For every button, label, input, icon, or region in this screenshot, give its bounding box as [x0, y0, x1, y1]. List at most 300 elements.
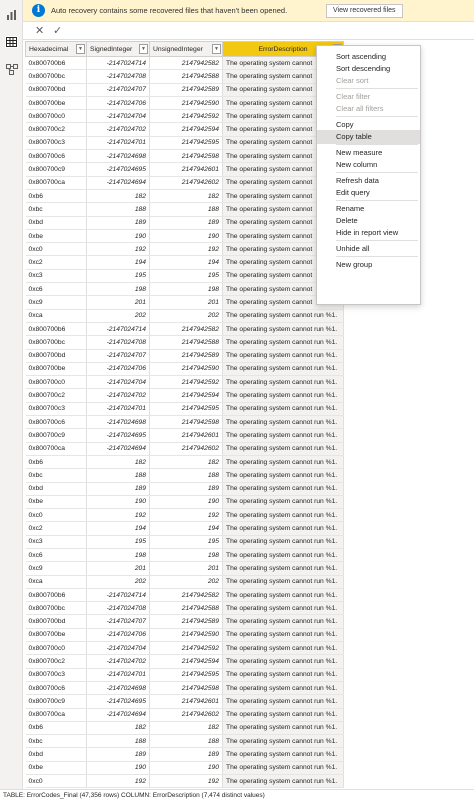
cell-hexadecimal[interactable]: 0x800700c6: [26, 150, 87, 163]
cell-signedinteger[interactable]: -2147024701: [87, 402, 150, 415]
cell-errordescription[interactable]: The operating system cannot run %1.: [223, 322, 344, 335]
cell-signedinteger[interactable]: 182: [87, 189, 150, 202]
model-view-icon[interactable]: [5, 63, 18, 75]
menu-item-refresh-data[interactable]: Refresh data: [336, 176, 379, 185]
cell-unsignedinteger[interactable]: 189: [150, 482, 223, 495]
cell-unsignedinteger[interactable]: 2147942594: [150, 389, 223, 402]
cell-signedinteger[interactable]: -2147024714: [87, 57, 150, 70]
table-row: [26, 708, 344, 721]
cell-signedinteger[interactable]: 190: [87, 229, 150, 242]
cell-hexadecimal[interactable]: 0x800700bd: [26, 83, 87, 96]
table-row: [26, 761, 344, 774]
commit-icon[interactable]: ✓: [53, 25, 63, 37]
table-row: [26, 455, 344, 468]
cell-unsignedinteger[interactable]: 2147942602: [150, 708, 223, 721]
cell-errordescription[interactable]: The operating system cannot run %1.: [223, 642, 344, 655]
cell-hexadecimal[interactable]: 0x800700b6: [26, 57, 87, 70]
cell-errordescription[interactable]: The operating system cannot run %1.: [223, 402, 344, 415]
cell-hexadecimal[interactable]: 0x800700be: [26, 96, 87, 109]
cell-hexadecimal[interactable]: 0xbd: [26, 482, 87, 495]
cell-unsignedinteger[interactable]: 2147942590: [150, 96, 223, 109]
menu-separator: [336, 200, 418, 201]
cell-unsignedinteger[interactable]: 2147942592: [150, 110, 223, 123]
cell-unsignedinteger[interactable]: 195: [150, 269, 223, 282]
cell-unsignedinteger[interactable]: 2147942588: [150, 70, 223, 83]
cell-unsignedinteger[interactable]: 2147942589: [150, 615, 223, 628]
table-row: [26, 695, 344, 708]
data-view-icon[interactable]: [5, 36, 18, 48]
menu-item-rename[interactable]: Rename: [336, 204, 365, 213]
cell-errordescription[interactable]: The operating system cannot run %1.: [223, 309, 344, 322]
menu-item-copy-table[interactable]: Copy table: [317, 130, 420, 144]
cell-hexadecimal[interactable]: 0x800700be: [26, 362, 87, 375]
cell-signedinteger[interactable]: -2147024714: [87, 322, 150, 335]
table-row: [26, 203, 344, 216]
cell-hexadecimal[interactable]: 0xca: [26, 575, 87, 588]
cell-errordescription[interactable]: The operating system cannot run %1.: [223, 748, 344, 761]
cell-hexadecimal[interactable]: 0xc0: [26, 775, 87, 788]
cell-unsignedinteger[interactable]: 182: [150, 189, 223, 202]
cell-hexadecimal[interactable]: 0xbe: [26, 495, 87, 508]
table-row: [26, 96, 344, 109]
table-row: [26, 123, 344, 136]
cell-hexadecimal[interactable]: 0x800700bc: [26, 602, 87, 615]
cell-hexadecimal[interactable]: 0x800700ca: [26, 442, 87, 455]
cell-signedinteger[interactable]: -2147024714: [87, 588, 150, 601]
cell-hexadecimal[interactable]: 0x800700c9: [26, 429, 87, 442]
table-row: [26, 70, 344, 83]
table-row: [26, 628, 344, 641]
table-row: [26, 402, 344, 415]
cell-errordescription[interactable]: The operating system cannot: [223, 216, 344, 229]
cell-unsignedinteger[interactable]: 190: [150, 229, 223, 242]
cell-signedinteger[interactable]: 190: [87, 495, 150, 508]
menu-item-new-group[interactable]: New group: [336, 260, 373, 269]
cell-errordescription[interactable]: The operating system cannot: [223, 243, 344, 256]
table-row: [26, 296, 344, 309]
cell-hexadecimal[interactable]: 0x800700bc: [26, 70, 87, 83]
cell-hexadecimal[interactable]: 0x800700bd: [26, 615, 87, 628]
table-row: [26, 336, 344, 349]
cell-hexadecimal[interactable]: 0xc6: [26, 283, 87, 296]
table-row: [26, 83, 344, 96]
cell-signedinteger[interactable]: -2147024698: [87, 150, 150, 163]
cell-hexadecimal[interactable]: 0x800700c3: [26, 136, 87, 149]
cell-hexadecimal[interactable]: 0x800700be: [26, 628, 87, 641]
menu-item-new-column[interactable]: New column: [336, 160, 378, 169]
cell-hexadecimal[interactable]: 0xc9: [26, 562, 87, 575]
cell-signedinteger[interactable]: 192: [87, 509, 150, 522]
cell-signedinteger[interactable]: 182: [87, 455, 150, 468]
cell-hexadecimal[interactable]: 0xc0: [26, 509, 87, 522]
cell-signedinteger[interactable]: 188: [87, 735, 150, 748]
cell-unsignedinteger[interactable]: 190: [150, 495, 223, 508]
cell-unsignedinteger[interactable]: 182: [150, 721, 223, 734]
menu-item-sort-ascending[interactable]: Sort ascending: [336, 52, 387, 61]
cell-unsignedinteger[interactable]: 195: [150, 535, 223, 548]
cell-signedinteger[interactable]: -2147024701: [87, 136, 150, 149]
cell-unsignedinteger[interactable]: 2147942582: [150, 322, 223, 335]
cell-hexadecimal[interactable]: 0x800700c6: [26, 416, 87, 429]
cell-errordescription[interactable]: The operating system cannot: [223, 83, 344, 96]
table-row: [26, 469, 344, 482]
cell-hexadecimal[interactable]: 0x800700c9: [26, 695, 87, 708]
table-row: [26, 229, 344, 242]
cell-errordescription[interactable]: The operating system cannot run %1.: [223, 548, 344, 561]
menu-separator: [336, 116, 418, 117]
cell-hexadecimal[interactable]: 0x800700bc: [26, 336, 87, 349]
cell-unsignedinteger[interactable]: 194: [150, 522, 223, 535]
cell-errordescription[interactable]: The operating system cannot run %1.: [223, 562, 344, 575]
column-header-label: ErrorDescription: [258, 45, 308, 53]
cell-errordescription[interactable]: The operating system cannot run %1.: [223, 522, 344, 535]
cell-unsignedinteger[interactable]: 2147942594: [150, 123, 223, 136]
cell-errordescription[interactable]: The operating system cannot run %1.: [223, 588, 344, 601]
cell-unsignedinteger[interactable]: 188: [150, 203, 223, 216]
cell-errordescription[interactable]: The operating system cannot: [223, 189, 344, 202]
cell-hexadecimal[interactable]: 0xca: [26, 309, 87, 322]
cell-hexadecimal[interactable]: 0xc9: [26, 296, 87, 309]
cell-signedinteger[interactable]: 188: [87, 203, 150, 216]
cell-unsignedinteger[interactable]: 2147942598: [150, 416, 223, 429]
cell-errordescription[interactable]: The operating system cannot: [223, 150, 344, 163]
cell-unsignedinteger[interactable]: 2147942594: [150, 655, 223, 668]
cell-hexadecimal[interactable]: 0x800700c2: [26, 655, 87, 668]
cell-errordescription[interactable]: The operating system cannot: [223, 203, 344, 216]
cell-hexadecimal[interactable]: 0xbd: [26, 216, 87, 229]
left-nav-rail: [0, 0, 23, 801]
cell-errordescription[interactable]: The operating system cannot: [223, 57, 344, 70]
cell-signedinteger[interactable]: 182: [87, 721, 150, 734]
chevron-down-icon[interactable]: ▼: [76, 44, 85, 54]
cell-unsignedinteger[interactable]: 192: [150, 509, 223, 522]
menu-item-clear-all-filters: Clear all filters: [336, 104, 384, 113]
cell-signedinteger[interactable]: 202: [87, 575, 150, 588]
cell-errordescription[interactable]: The operating system cannot run %1.: [223, 761, 344, 774]
table-row: [26, 748, 344, 761]
cell-errordescription[interactable]: The operating system cannot run %1.: [223, 628, 344, 641]
cell-unsignedinteger[interactable]: 188: [150, 735, 223, 748]
cell-hexadecimal[interactable]: 0xbc: [26, 203, 87, 216]
table-row: [26, 376, 344, 389]
table-row: [26, 429, 344, 442]
cell-unsignedinteger[interactable]: 192: [150, 775, 223, 788]
cell-signedinteger[interactable]: 192: [87, 243, 150, 256]
cell-hexadecimal[interactable]: 0xb6: [26, 455, 87, 468]
cell-unsignedinteger[interactable]: 202: [150, 575, 223, 588]
menu-separator: [336, 172, 418, 173]
cell-errordescription[interactable]: The operating system cannot run %1.: [223, 442, 344, 455]
cell-unsignedinteger[interactable]: 202: [150, 309, 223, 322]
cell-hexadecimal[interactable]: 0xc2: [26, 522, 87, 535]
cell-errordescription[interactable]: The operating system cannot run %1.: [223, 482, 344, 495]
table-row: [26, 110, 344, 123]
cell-errordescription[interactable]: The operating system cannot run %1.: [223, 615, 344, 628]
cell-signedinteger[interactable]: -2147024695: [87, 695, 150, 708]
cell-errordescription[interactable]: The operating system cannot: [223, 269, 344, 282]
menu-item-copy[interactable]: Copy: [336, 120, 354, 129]
cell-errordescription[interactable]: The operating system cannot run %1.: [223, 336, 344, 349]
cell-signedinteger[interactable]: 198: [87, 283, 150, 296]
cell-signedinteger[interactable]: 189: [87, 748, 150, 761]
table-row: [26, 655, 344, 668]
cell-unsignedinteger[interactable]: 2147942595: [150, 668, 223, 681]
cell-signedinteger[interactable]: 195: [87, 269, 150, 282]
cell-signedinteger[interactable]: -2147024702: [87, 123, 150, 136]
cell-errordescription[interactable]: The operating system cannot: [223, 110, 344, 123]
cell-errordescription[interactable]: The operating system cannot run %1.: [223, 349, 344, 362]
cell-unsignedinteger[interactable]: 2147942595: [150, 402, 223, 415]
table-row: [26, 602, 344, 615]
cell-unsignedinteger[interactable]: 182: [150, 455, 223, 468]
cell-signedinteger[interactable]: -2147024706: [87, 362, 150, 375]
cell-hexadecimal[interactable]: 0x800700c3: [26, 668, 87, 681]
cell-hexadecimal[interactable]: 0x800700b6: [26, 322, 87, 335]
cell-unsignedinteger[interactable]: 194: [150, 256, 223, 269]
cell-errordescription[interactable]: The operating system cannot run %1.: [223, 469, 344, 482]
menu-item-clear-filter: Clear filter: [336, 92, 371, 101]
cell-hexadecimal[interactable]: 0xbd: [26, 748, 87, 761]
cell-hexadecimal[interactable]: 0x800700c0: [26, 110, 87, 123]
table-row: [26, 150, 344, 163]
menu-item-hide-in-report-view[interactable]: Hide in report view: [336, 228, 399, 237]
cell-hexadecimal[interactable]: 0x800700ca: [26, 708, 87, 721]
cell-hexadecimal[interactable]: 0x800700c3: [26, 402, 87, 415]
status-bar: TABLE: ErrorCodes_Final (47,356 rows) COLUMN: ErrorDescription (7,474 distinct values): [0, 789, 474, 801]
table-row: [26, 509, 344, 522]
view-recovered-files-button[interactable]: View recovered files: [326, 4, 403, 18]
cell-hexadecimal[interactable]: 0x800700c0: [26, 376, 87, 389]
cell-unsignedinteger[interactable]: 2147942601: [150, 163, 223, 176]
cell-hexadecimal[interactable]: 0x800700c2: [26, 389, 87, 402]
grid-body: [26, 57, 344, 788]
cell-unsignedinteger[interactable]: 2147942588: [150, 602, 223, 615]
cell-errordescription[interactable]: The operating system cannot run %1.: [223, 735, 344, 748]
menu-separator: [336, 240, 418, 241]
cell-errordescription[interactable]: The operating system cannot run %1.: [223, 389, 344, 402]
cell-errordescription[interactable]: The operating system cannot run %1.: [223, 681, 344, 694]
cell-errordescription[interactable]: The operating system cannot: [223, 176, 344, 189]
cell-signedinteger[interactable]: -2147024694: [87, 176, 150, 189]
cell-signedinteger[interactable]: -2147024704: [87, 642, 150, 655]
table-row: [26, 482, 344, 495]
column-header-hexadecimal[interactable]: [26, 42, 87, 57]
cell-unsignedinteger[interactable]: 188: [150, 469, 223, 482]
cell-unsignedinteger[interactable]: 2147942590: [150, 628, 223, 641]
cell-hexadecimal[interactable]: 0xbe: [26, 761, 87, 774]
cell-unsignedinteger[interactable]: 189: [150, 216, 223, 229]
cell-errordescription[interactable]: The operating system cannot run %1.: [223, 775, 344, 788]
cell-unsignedinteger[interactable]: 198: [150, 283, 223, 296]
notification-bar: [23, 0, 474, 22]
cell-errordescription[interactable]: The operating system cannot: [223, 296, 344, 309]
cell-signedinteger[interactable]: -2147024702: [87, 389, 150, 402]
cell-signedinteger[interactable]: 195: [87, 535, 150, 548]
cell-signedinteger[interactable]: -2147024704: [87, 110, 150, 123]
cell-signedinteger[interactable]: -2147024702: [87, 655, 150, 668]
cell-hexadecimal[interactable]: 0x800700ca: [26, 176, 87, 189]
cell-signedinteger[interactable]: 201: [87, 296, 150, 309]
table-row: [26, 588, 344, 601]
cell-signedinteger[interactable]: 189: [87, 216, 150, 229]
cancel-icon[interactable]: ✕: [35, 25, 45, 37]
cell-hexadecimal[interactable]: 0x800700c9: [26, 163, 87, 176]
cell-signedinteger[interactable]: -2147024706: [87, 96, 150, 109]
cell-signedinteger[interactable]: -2147024707: [87, 349, 150, 362]
cell-errordescription[interactable]: The operating system cannot: [223, 123, 344, 136]
cell-errordescription[interactable]: The operating system cannot run %1.: [223, 495, 344, 508]
cell-errordescription[interactable]: The operating system cannot: [223, 256, 344, 269]
cell-errordescription[interactable]: The operating system cannot: [223, 136, 344, 149]
cell-unsignedinteger[interactable]: 2147942598: [150, 150, 223, 163]
menu-item-edit-query[interactable]: Edit query: [336, 188, 370, 197]
table-row: [26, 389, 344, 402]
cell-signedinteger[interactable]: -2147024706: [87, 628, 150, 641]
menu-item-unhide-all[interactable]: Unhide all: [336, 244, 370, 253]
cell-signedinteger[interactable]: 198: [87, 548, 150, 561]
cell-unsignedinteger[interactable]: 2147942592: [150, 642, 223, 655]
cell-signedinteger[interactable]: -2147024695: [87, 429, 150, 442]
cell-signedinteger[interactable]: 194: [87, 256, 150, 269]
cell-signedinteger[interactable]: -2147024704: [87, 376, 150, 389]
cell-errordescription[interactable]: The operating system cannot run %1.: [223, 416, 344, 429]
cell-hexadecimal[interactable]: 0xc3: [26, 269, 87, 282]
menu-separator: [336, 88, 418, 89]
cell-hexadecimal[interactable]: 0x800700c6: [26, 681, 87, 694]
cell-unsignedinteger[interactable]: 2147942588: [150, 336, 223, 349]
column-context-menu: [316, 45, 421, 305]
table-row: [26, 283, 344, 296]
info-icon: i: [32, 4, 45, 17]
cell-unsignedinteger[interactable]: 2147942590: [150, 362, 223, 375]
cell-unsignedinteger[interactable]: 201: [150, 296, 223, 309]
table-row: [26, 269, 344, 282]
cell-errordescription[interactable]: The operating system cannot run %1.: [223, 695, 344, 708]
table-row: [26, 416, 344, 429]
menu-item-new-measure[interactable]: New measure: [336, 148, 383, 157]
cell-hexadecimal[interactable]: 0x800700b6: [26, 588, 87, 601]
table-row: [26, 668, 344, 681]
cell-hexadecimal[interactable]: 0xbc: [26, 735, 87, 748]
cell-errordescription[interactable]: The operating system cannot: [223, 229, 344, 242]
cell-unsignedinteger[interactable]: 2147942601: [150, 429, 223, 442]
cell-signedinteger[interactable]: -2147024707: [87, 83, 150, 96]
table-row: [26, 495, 344, 508]
cell-unsignedinteger[interactable]: 2147942589: [150, 83, 223, 96]
cell-hexadecimal[interactable]: 0xb6: [26, 721, 87, 734]
cell-unsignedinteger[interactable]: 2147942598: [150, 681, 223, 694]
cell-errordescription[interactable]: The operating system cannot run %1.: [223, 708, 344, 721]
column-header-unsignedinteger[interactable]: [150, 42, 223, 57]
cell-hexadecimal[interactable]: 0xc0: [26, 243, 87, 256]
cell-errordescription[interactable]: The operating system cannot run %1.: [223, 655, 344, 668]
menu-separator: [336, 256, 418, 257]
cell-unsignedinteger[interactable]: 198: [150, 548, 223, 561]
report-view-icon[interactable]: [5, 9, 18, 21]
cell-signedinteger[interactable]: 190: [87, 761, 150, 774]
cell-unsignedinteger[interactable]: 189: [150, 748, 223, 761]
cell-hexadecimal[interactable]: 0x800700c2: [26, 123, 87, 136]
cell-errordescription[interactable]: The operating system cannot: [223, 163, 344, 176]
cell-unsignedinteger[interactable]: 2147942602: [150, 176, 223, 189]
cell-hexadecimal[interactable]: 0xc3: [26, 535, 87, 548]
table-row: [26, 362, 344, 375]
cell-signedinteger[interactable]: 194: [87, 522, 150, 535]
cell-unsignedinteger[interactable]: 2147942582: [150, 588, 223, 601]
cell-hexadecimal[interactable]: 0xc2: [26, 256, 87, 269]
table-row: [26, 642, 344, 655]
table-row: [26, 309, 344, 322]
cell-hexadecimal[interactable]: 0xc6: [26, 548, 87, 561]
cell-signedinteger[interactable]: -2147024694: [87, 442, 150, 455]
cell-signedinteger[interactable]: -2147024701: [87, 668, 150, 681]
table-row: [26, 243, 344, 256]
table-row: [26, 216, 344, 229]
cell-errordescription[interactable]: The operating system cannot run %1.: [223, 362, 344, 375]
cell-errordescription[interactable]: The operating system cannot run %1.: [223, 376, 344, 389]
cell-unsignedinteger[interactable]: 190: [150, 761, 223, 774]
cell-signedinteger[interactable]: -2147024708: [87, 602, 150, 615]
chevron-down-icon[interactable]: ▼: [139, 44, 148, 54]
menu-item-delete[interactable]: Delete: [336, 216, 358, 225]
notification-message: Auto recovery contains some recovered files that haven't been opened.: [51, 6, 288, 15]
cell-unsignedinteger[interactable]: 2147942582: [150, 57, 223, 70]
cell-errordescription[interactable]: The operating system cannot run %1.: [223, 721, 344, 734]
chevron-down-icon[interactable]: ▼: [212, 44, 221, 54]
column-header-signedinteger[interactable]: [87, 42, 150, 57]
cell-errordescription[interactable]: The operating system cannot: [223, 96, 344, 109]
cell-signedinteger[interactable]: 189: [87, 482, 150, 495]
cell-unsignedinteger[interactable]: 2147942601: [150, 695, 223, 708]
cell-errordescription[interactable]: The operating system cannot: [223, 70, 344, 83]
cell-signedinteger[interactable]: -2147024708: [87, 336, 150, 349]
cell-unsignedinteger[interactable]: 2147942602: [150, 442, 223, 455]
cell-errordescription[interactable]: The operating system cannot run %1.: [223, 602, 344, 615]
cell-errordescription[interactable]: The operating system cannot run %1.: [223, 455, 344, 468]
cell-signedinteger[interactable]: -2147024698: [87, 416, 150, 429]
cell-hexadecimal[interactable]: 0xbe: [26, 229, 87, 242]
cell-signedinteger[interactable]: -2147024698: [87, 681, 150, 694]
cell-unsignedinteger[interactable]: 2147942589: [150, 349, 223, 362]
cell-unsignedinteger[interactable]: 201: [150, 562, 223, 575]
menu-item-sort-descending[interactable]: Sort descending: [336, 64, 391, 73]
cell-signedinteger[interactable]: 188: [87, 469, 150, 482]
table-row: [26, 57, 344, 70]
cell-errordescription[interactable]: The operating system cannot run %1.: [223, 429, 344, 442]
cell-signedinteger[interactable]: -2147024708: [87, 70, 150, 83]
cell-hexadecimal[interactable]: 0x800700c0: [26, 642, 87, 655]
cell-errordescription[interactable]: The operating system cannot run %1.: [223, 575, 344, 588]
cell-errordescription[interactable]: The operating system cannot run %1.: [223, 509, 344, 522]
cell-signedinteger[interactable]: 202: [87, 309, 150, 322]
formula-bar: [23, 22, 474, 40]
cell-signedinteger[interactable]: -2147024695: [87, 163, 150, 176]
cell-hexadecimal[interactable]: 0x800700bd: [26, 349, 87, 362]
cell-hexadecimal[interactable]: 0xb6: [26, 189, 87, 202]
table-row: [26, 176, 344, 189]
cell-unsignedinteger[interactable]: 2147942595: [150, 136, 223, 149]
cell-errordescription[interactable]: The operating system cannot run %1.: [223, 535, 344, 548]
cell-errordescription[interactable]: The operating system cannot: [223, 283, 344, 296]
cell-signedinteger[interactable]: 201: [87, 562, 150, 575]
cell-unsignedinteger[interactable]: 192: [150, 243, 223, 256]
cell-signedinteger[interactable]: 192: [87, 775, 150, 788]
cell-unsignedinteger[interactable]: 2147942592: [150, 376, 223, 389]
cell-hexadecimal[interactable]: 0xbc: [26, 469, 87, 482]
cell-signedinteger[interactable]: -2147024694: [87, 708, 150, 721]
cell-errordescription[interactable]: The operating system cannot run %1.: [223, 668, 344, 681]
cell-signedinteger[interactable]: -2147024707: [87, 615, 150, 628]
